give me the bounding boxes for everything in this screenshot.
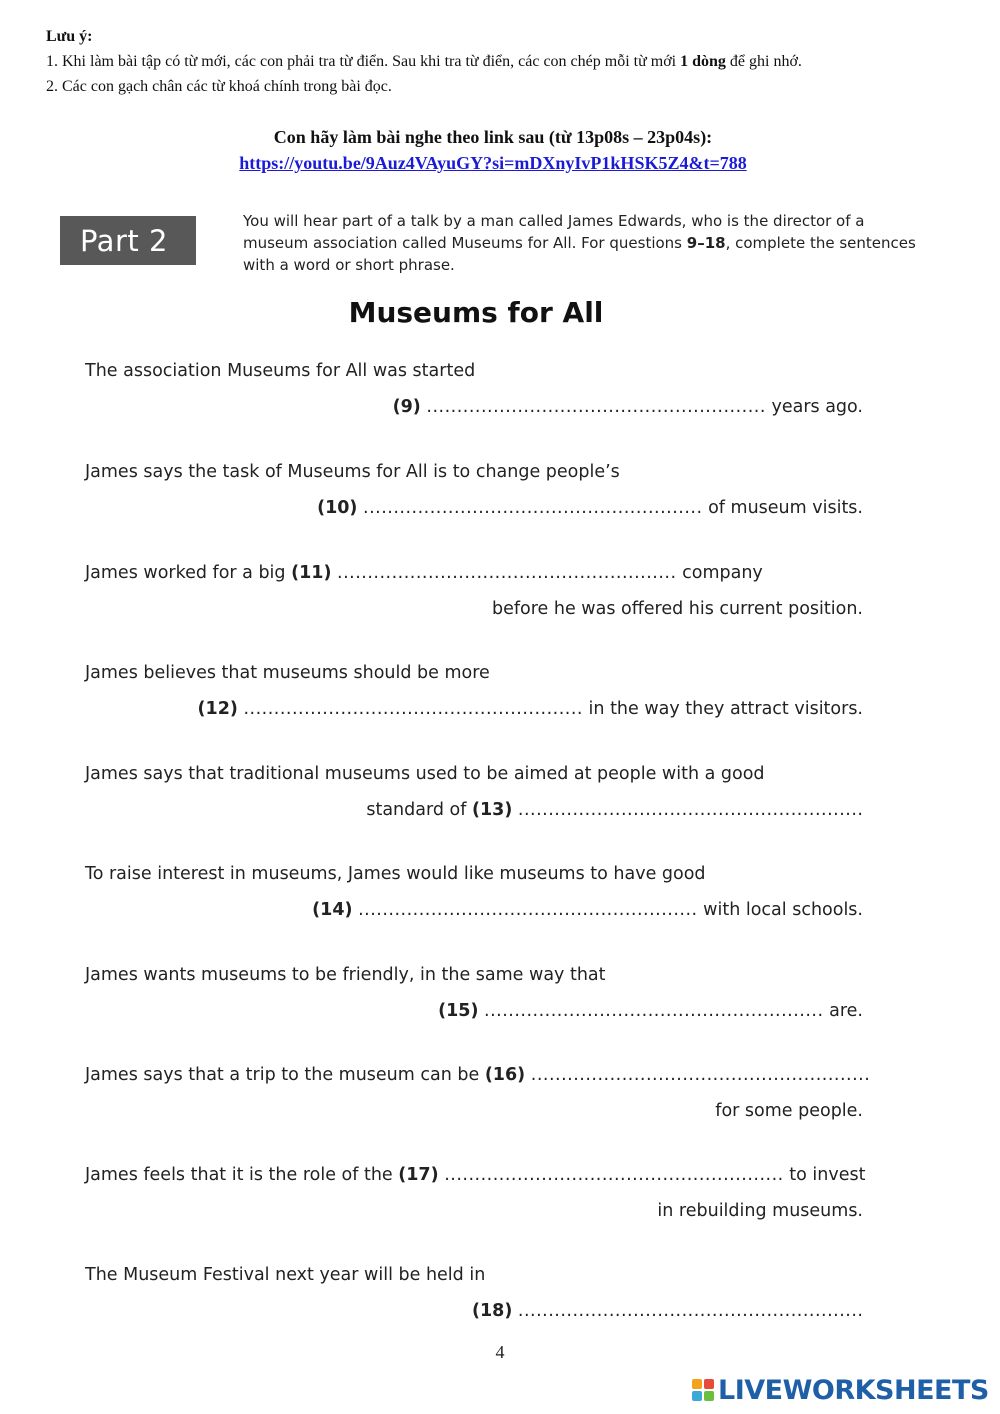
- question-9: The association Museums for All was started (9) ........................................................ years ago.: [85, 361, 863, 417]
- answer-blank-11[interactable]: ........................................................: [337, 563, 677, 583]
- answer-blank-13[interactable]: ........................................................: [517, 800, 858, 820]
- notes-block: [46, 24, 976, 99]
- answer-blank-17[interactable]: ........................................................: [444, 1165, 784, 1185]
- question-number: (13): [471, 800, 513, 820]
- notes-title: Lưu ý:: [46, 28, 93, 45]
- question-12: James believes that museums should be more (12) ........................................................ in the way they attract visitors.: [85, 663, 863, 719]
- answer-blank-14[interactable]: ........................................................: [358, 900, 698, 920]
- question-number: (14): [312, 900, 353, 920]
- answer-blank-15[interactable]: ........................................................: [484, 1001, 824, 1021]
- question-number: (12): [197, 699, 238, 719]
- question-18: The Museum Festival next year will be held in (18) .........................................................: [85, 1265, 863, 1321]
- question-16: James says that a trip to the museum can be (16) ........................................................ for some people.: [85, 1065, 871, 1121]
- question-11: James worked for a big (11) ........................................................ company before he was offered his current position.: [85, 563, 863, 619]
- answer-blank-10[interactable]: ........................................................: [363, 498, 703, 518]
- part-description: You will hear part of a talk by a man called James Edwards, who is the director of a museum association called Museums for All. For questions 9–18, complete the sentences with a word or short phrase.: [243, 212, 916, 274]
- brand-text: LIVEWORKSHEETS: [718, 1374, 989, 1406]
- question-13: James says that traditional museums used to be aimed at people with a good standard of (13) .........................................................: [85, 764, 863, 820]
- question-number: (15): [438, 1001, 479, 1021]
- answer-blank-16[interactable]: ........................................................: [530, 1065, 871, 1085]
- note-line-2: 2. Các con gạch chân các từ khoá chính trong bài đọc.: [46, 78, 392, 95]
- answer-blank-18[interactable]: ........................................................: [517, 1301, 858, 1321]
- answer-blank-12[interactable]: ........................................................: [243, 699, 583, 719]
- worksheet-title: Museums for All: [348, 296, 604, 329]
- instruction-text: Con hãy làm bài nghe theo link sau (từ 13p08s – 23p04s):: [273, 127, 713, 147]
- question-17: James feels that it is the role of the (17) ........................................................ to invest in rebuilding museums.: [85, 1165, 866, 1221]
- question-number: (17): [398, 1165, 439, 1185]
- liveworksheets-logo[interactable]: [692, 1374, 989, 1406]
- question-15: James wants museums to be friendly, in the same way that (15) ........................................................ are.: [85, 965, 863, 1021]
- note-line-1: 1. Khi làm bài tập có từ mới, các con phải tra từ điển. Sau khi tra từ điển, các con chép mỗi từ mới 1 dòng để ghi nhớ.: [46, 53, 802, 70]
- question-number: (10): [317, 498, 358, 518]
- question-number: (18): [471, 1301, 513, 1321]
- listening-instruction: [0, 124, 986, 176]
- part-badge: Part 2: [60, 216, 196, 265]
- question-number: (16): [484, 1065, 526, 1085]
- page-number: 4: [495, 1342, 505, 1362]
- answer-blank-9[interactable]: ........................................................: [426, 397, 766, 417]
- question-14: To raise interest in museums, James would like museums to have good (14) ........................................................ with local schools.: [85, 864, 863, 920]
- question-number: (11): [291, 563, 332, 583]
- question-number: (9): [392, 397, 421, 417]
- question-10: James says the task of Museums for All is to change people’s (10) ........................................................ of museum visits.: [85, 462, 863, 518]
- brand-grid-icon: [692, 1379, 714, 1401]
- youtube-link[interactable]: https://youtu.be/9Auz4VAyuGY?si=mDXnyIvP1kHSK5Z4&t=788: [239, 153, 747, 173]
